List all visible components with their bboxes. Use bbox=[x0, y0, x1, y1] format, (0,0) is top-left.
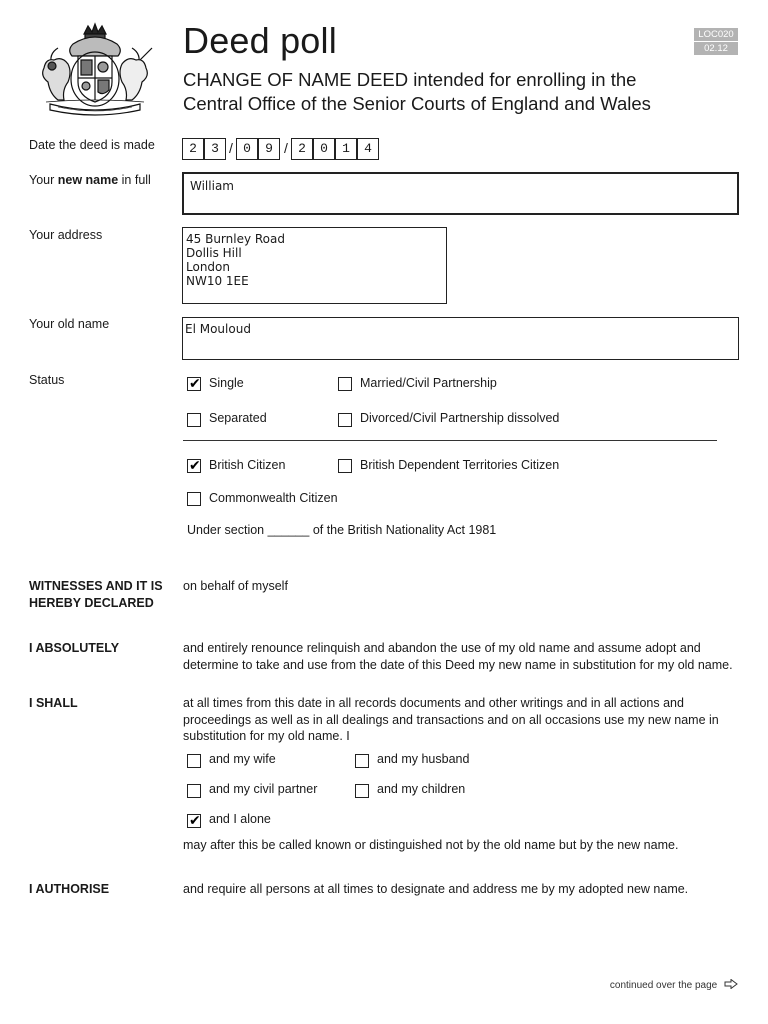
shall-line: at all times from this date in all records documents and other writings and in all actions and bbox=[183, 696, 684, 710]
shall-line: proceedings as well as in all dealings and transactions and on all occasions use my new name in bbox=[183, 712, 719, 727]
shall-text bbox=[183, 695, 743, 745]
date-digit-box[interactable]: 1 bbox=[335, 138, 357, 160]
wife-checkbox[interactable] bbox=[187, 754, 201, 768]
authorise-text: and require all persons at all times to designate and address me by my adopted new name. bbox=[183, 882, 689, 896]
date-separator: / bbox=[229, 140, 233, 156]
status-label: Status bbox=[29, 373, 65, 387]
nationality-act-line bbox=[187, 522, 747, 539]
alone-checkbox[interactable] bbox=[187, 814, 201, 828]
subtitle-line-1: CHANGE OF NAME DEED intended for enrolling in the bbox=[183, 69, 637, 90]
new-name-label-bold: new name bbox=[57, 173, 119, 187]
address-line: Dollis Hill bbox=[186, 246, 242, 260]
british-citizen-checkbox[interactable] bbox=[187, 459, 201, 473]
dependent-territories-label: British Dependent Territories Citizen bbox=[360, 458, 560, 472]
british-citizen-label: British Citizen bbox=[209, 458, 286, 472]
page-subtitle bbox=[183, 68, 743, 116]
new-name-field[interactable]: William bbox=[182, 172, 739, 215]
subtitle-line-2: Central Office of the Senior Courts of England and Wales bbox=[183, 93, 651, 114]
authorise-heading: I AUTHORISE bbox=[29, 882, 110, 896]
address-line: London bbox=[186, 260, 230, 274]
address-line: 45 Burnley Road bbox=[186, 232, 285, 246]
commonwealth-citizen-checkbox[interactable] bbox=[187, 492, 201, 506]
section-prefix: Under section bbox=[187, 523, 265, 537]
civil-partner-checkbox[interactable] bbox=[187, 784, 201, 798]
married-checkbox[interactable] bbox=[338, 377, 352, 391]
form-code-badge: LOC020 bbox=[694, 28, 738, 41]
continued-note bbox=[610, 979, 738, 991]
page-title: Deed poll bbox=[183, 20, 337, 61]
absolutely-text bbox=[183, 640, 743, 673]
date-digit-box[interactable]: 4 bbox=[357, 138, 379, 160]
new-name-label bbox=[29, 172, 151, 188]
arrow-right-icon bbox=[724, 979, 738, 989]
date-digit-box[interactable]: 9 bbox=[258, 138, 280, 160]
husband-checkbox[interactable] bbox=[355, 754, 369, 768]
old-name-label: Your old name bbox=[29, 317, 110, 331]
husband-label: and my husband bbox=[377, 752, 470, 766]
continued-text: continued over the page bbox=[609, 980, 718, 991]
old-name-field[interactable]: El Mouloud bbox=[182, 317, 739, 360]
married-label: Married/Civil Partnership bbox=[360, 376, 497, 390]
royal-coat-of-arms-icon bbox=[28, 20, 162, 116]
section-suffix: of the British Nationality Act 1981 bbox=[312, 523, 497, 537]
date-label: Date the deed is made bbox=[29, 138, 155, 152]
single-label: Single bbox=[209, 376, 244, 390]
date-digit-box[interactable]: 0 bbox=[236, 138, 258, 160]
new-name-label-prefix: Your bbox=[29, 173, 58, 187]
date-digit-box[interactable]: 2 bbox=[291, 138, 313, 160]
absolutely-line: and entirely renounce relinquish and abandon the use of my old name and assume adopt and bbox=[183, 641, 701, 655]
alone-label: and I alone bbox=[209, 812, 271, 826]
divorced-checkbox[interactable] bbox=[338, 413, 352, 427]
civil-partner-label: and my civil partner bbox=[209, 782, 318, 796]
single-checkbox[interactable] bbox=[187, 377, 201, 391]
new-name-label-suffix: in full bbox=[118, 173, 151, 187]
absolutely-heading: I ABSOLUTELY bbox=[29, 641, 120, 655]
children-checkbox[interactable] bbox=[355, 784, 369, 798]
separated-checkbox[interactable] bbox=[187, 413, 201, 427]
form-version-badge: 02.12 bbox=[694, 42, 738, 55]
date-digit-box[interactable]: 3 bbox=[204, 138, 226, 160]
date-separator: / bbox=[284, 140, 288, 156]
date-digit-box[interactable]: 2 bbox=[182, 138, 204, 160]
dependent-territories-checkbox[interactable] bbox=[338, 459, 352, 473]
status-divider bbox=[183, 440, 717, 441]
children-label: and my children bbox=[377, 782, 466, 796]
commonwealth-citizen-label: Commonwealth Citizen bbox=[209, 491, 338, 505]
section-number-blank[interactable]: ______ bbox=[267, 523, 310, 537]
address-field[interactable] bbox=[182, 227, 447, 304]
shall-line: substitution for my old name. I bbox=[183, 729, 350, 743]
witnesses-text: on behalf of myself bbox=[183, 579, 288, 593]
wife-label: and my wife bbox=[209, 752, 276, 766]
address-line: NW10 1EE bbox=[186, 274, 249, 288]
address-label: Your address bbox=[29, 228, 103, 242]
absolutely-line: determine to take and use from the date of this Deed my new name in substitution for my old name. bbox=[183, 657, 733, 672]
date-digit-box[interactable]: 0 bbox=[313, 138, 335, 160]
shall-closing-text: may after this be called known or distinguished not by the old name but by the new name. bbox=[183, 838, 679, 852]
shall-heading: I SHALL bbox=[29, 696, 78, 710]
separated-label: Separated bbox=[209, 411, 267, 425]
divorced-label: Divorced/Civil Partnership dissolved bbox=[360, 411, 560, 425]
witnesses-heading: WITNESSES AND IT IS HEREBY DECLARED bbox=[29, 579, 163, 610]
